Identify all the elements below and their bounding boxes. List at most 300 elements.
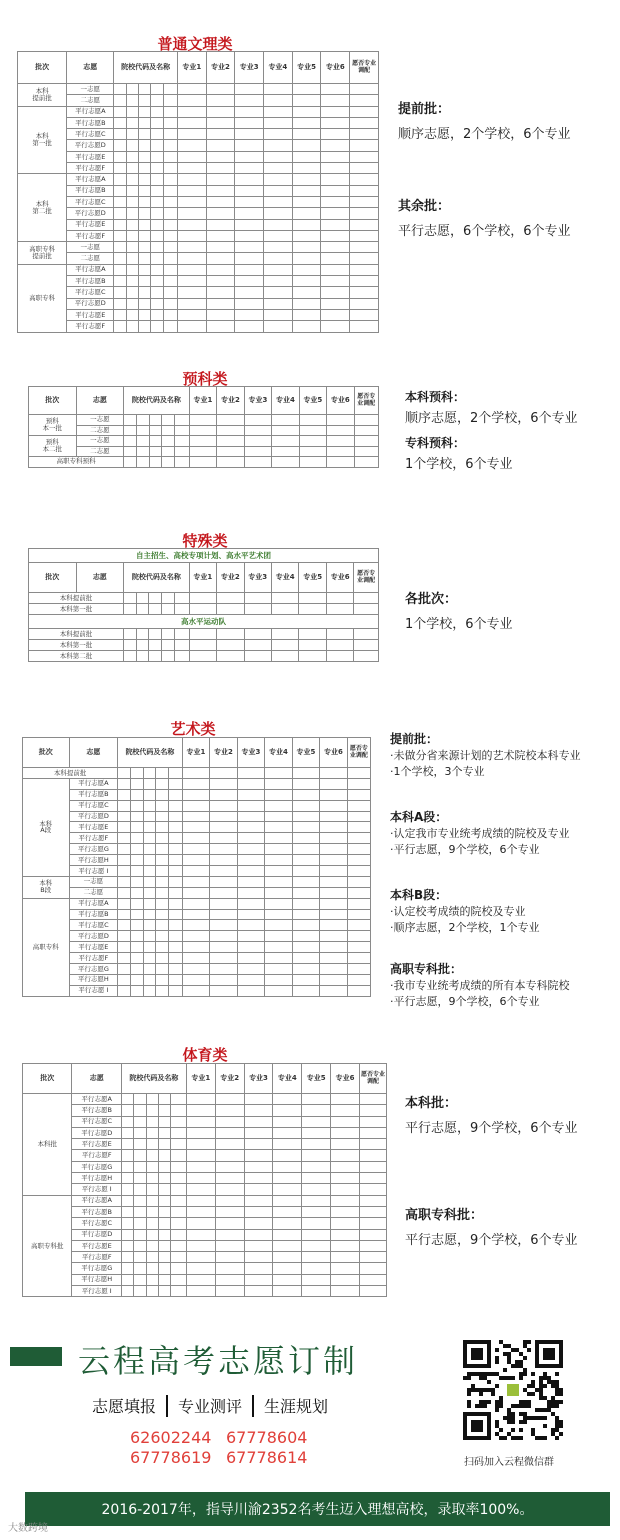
blank-cell[interactable]: [321, 95, 350, 106]
blank-cell[interactable]: [264, 298, 293, 309]
blank-cell[interactable]: [347, 833, 370, 844]
blank-cell[interactable]: [264, 106, 293, 117]
blank-cell[interactable]: [244, 604, 271, 615]
blank-cell[interactable]: [168, 942, 182, 953]
blank-cell[interactable]: [174, 629, 189, 640]
blank-cell[interactable]: [350, 276, 379, 287]
blank-cell[interactable]: [134, 1150, 146, 1161]
blank-cell[interactable]: [331, 1286, 360, 1297]
blank-cell[interactable]: [114, 140, 126, 151]
blank-cell[interactable]: [149, 446, 162, 457]
blank-cell[interactable]: [126, 287, 138, 298]
blank-cell[interactable]: [321, 219, 350, 230]
blank-cell[interactable]: [265, 800, 293, 811]
blank-cell[interactable]: [143, 985, 156, 996]
blank-cell[interactable]: [292, 920, 320, 931]
blank-cell[interactable]: [321, 129, 350, 140]
blank-cell[interactable]: [146, 1094, 158, 1105]
blank-cell[interactable]: [321, 298, 350, 309]
blank-cell[interactable]: [186, 1161, 215, 1172]
blank-cell[interactable]: [354, 415, 378, 426]
blank-cell[interactable]: [156, 778, 169, 789]
blank-cell[interactable]: [136, 629, 149, 640]
blank-cell[interactable]: [321, 309, 350, 320]
blank-cell[interactable]: [138, 196, 150, 207]
blank-cell[interactable]: [138, 185, 150, 196]
blank-cell[interactable]: [138, 287, 150, 298]
blank-cell[interactable]: [163, 253, 177, 264]
blank-cell[interactable]: [163, 208, 177, 219]
blank-cell[interactable]: [114, 264, 126, 275]
blank-cell[interactable]: [163, 264, 177, 275]
blank-cell[interactable]: [134, 1263, 146, 1274]
blank-cell[interactable]: [321, 264, 350, 275]
blank-cell[interactable]: [159, 1263, 171, 1274]
blank-cell[interactable]: [206, 264, 235, 275]
blank-cell[interactable]: [189, 651, 216, 662]
blank-cell[interactable]: [186, 1150, 215, 1161]
blank-cell[interactable]: [235, 163, 264, 174]
blank-cell[interactable]: [186, 1252, 215, 1263]
blank-cell[interactable]: [134, 1195, 146, 1206]
blank-cell[interactable]: [156, 800, 169, 811]
blank-cell[interactable]: [292, 95, 321, 106]
blank-cell[interactable]: [126, 117, 138, 128]
blank-cell[interactable]: [186, 1139, 215, 1150]
blank-cell[interactable]: [121, 1195, 133, 1206]
blank-cell[interactable]: [206, 298, 235, 309]
blank-cell[interactable]: [237, 920, 265, 931]
blank-cell[interactable]: [347, 811, 370, 822]
blank-cell[interactable]: [273, 1161, 302, 1172]
blank-cell[interactable]: [126, 219, 138, 230]
blank-cell[interactable]: [159, 1150, 171, 1161]
blank-cell[interactable]: [130, 953, 143, 964]
blank-cell[interactable]: [163, 129, 177, 140]
blank-cell[interactable]: [244, 1218, 273, 1229]
blank-cell[interactable]: [159, 1184, 171, 1195]
blank-cell[interactable]: [151, 321, 163, 332]
blank-cell[interactable]: [159, 1173, 171, 1184]
blank-cell[interactable]: [186, 1240, 215, 1251]
blank-cell[interactable]: [162, 604, 175, 615]
blank-cell[interactable]: [210, 964, 238, 975]
blank-cell[interactable]: [126, 264, 138, 275]
blank-cell[interactable]: [206, 174, 235, 185]
phone-number[interactable]: 67778604: [226, 1428, 308, 1447]
blank-cell[interactable]: [210, 898, 238, 909]
blank-cell[interactable]: [299, 604, 326, 615]
blank-cell[interactable]: [138, 84, 150, 95]
blank-cell[interactable]: [149, 436, 162, 447]
blank-cell[interactable]: [210, 942, 238, 953]
blank-cell[interactable]: [143, 898, 156, 909]
blank-cell[interactable]: [156, 920, 169, 931]
blank-cell[interactable]: [244, 1161, 273, 1172]
blank-cell[interactable]: [264, 287, 293, 298]
blank-cell[interactable]: [302, 1195, 331, 1206]
blank-cell[interactable]: [215, 1206, 244, 1217]
blank-cell[interactable]: [350, 117, 379, 128]
blank-cell[interactable]: [320, 811, 348, 822]
blank-cell[interactable]: [244, 1173, 273, 1184]
blank-cell[interactable]: [292, 185, 321, 196]
blank-cell[interactable]: [163, 84, 177, 95]
blank-cell[interactable]: [159, 1161, 171, 1172]
blank-cell[interactable]: [156, 811, 169, 822]
blank-cell[interactable]: [273, 1206, 302, 1217]
blank-cell[interactable]: [162, 651, 175, 662]
blank-cell[interactable]: [320, 920, 348, 931]
blank-cell[interactable]: [292, 789, 320, 800]
blank-cell[interactable]: [244, 1150, 273, 1161]
blank-cell[interactable]: [321, 208, 350, 219]
blank-cell[interactable]: [215, 1150, 244, 1161]
blank-cell[interactable]: [354, 457, 378, 468]
blank-cell[interactable]: [210, 887, 238, 898]
blank-cell[interactable]: [130, 898, 143, 909]
blank-cell[interactable]: [143, 822, 156, 833]
blank-cell[interactable]: [114, 151, 126, 162]
blank-cell[interactable]: [182, 985, 210, 996]
blank-cell[interactable]: [273, 1286, 302, 1297]
blank-cell[interactable]: [171, 1195, 186, 1206]
blank-cell[interactable]: [360, 1263, 387, 1274]
blank-cell[interactable]: [326, 629, 353, 640]
blank-cell[interactable]: [292, 800, 320, 811]
blank-cell[interactable]: [156, 942, 169, 953]
blank-cell[interactable]: [151, 196, 163, 207]
blank-cell[interactable]: [265, 942, 293, 953]
blank-cell[interactable]: [354, 629, 379, 640]
blank-cell[interactable]: [273, 1139, 302, 1150]
blank-cell[interactable]: [244, 457, 271, 468]
blank-cell[interactable]: [189, 457, 216, 468]
blank-cell[interactable]: [331, 1094, 360, 1105]
blank-cell[interactable]: [215, 1263, 244, 1274]
blank-cell[interactable]: [163, 106, 177, 117]
blank-cell[interactable]: [114, 208, 126, 219]
blank-cell[interactable]: [299, 457, 326, 468]
blank-cell[interactable]: [215, 1240, 244, 1251]
blank-cell[interactable]: [292, 833, 320, 844]
blank-cell[interactable]: [171, 1286, 186, 1297]
blank-cell[interactable]: [163, 196, 177, 207]
blank-cell[interactable]: [121, 1229, 133, 1240]
blank-cell[interactable]: [215, 1161, 244, 1172]
blank-cell[interactable]: [174, 457, 189, 468]
blank-cell[interactable]: [237, 876, 265, 887]
blank-cell[interactable]: [121, 1286, 133, 1297]
blank-cell[interactable]: [235, 321, 264, 332]
blank-cell[interactable]: [114, 253, 126, 264]
blank-cell[interactable]: [130, 876, 143, 887]
blank-cell[interactable]: [237, 887, 265, 898]
blank-cell[interactable]: [210, 920, 238, 931]
blank-cell[interactable]: [177, 219, 206, 230]
blank-cell[interactable]: [299, 425, 326, 436]
blank-cell[interactable]: [151, 84, 163, 95]
blank-cell[interactable]: [143, 909, 156, 920]
blank-cell[interactable]: [186, 1094, 215, 1105]
blank-cell[interactable]: [174, 436, 189, 447]
blank-cell[interactable]: [159, 1286, 171, 1297]
blank-cell[interactable]: [163, 95, 177, 106]
blank-cell[interactable]: [163, 174, 177, 185]
blank-cell[interactable]: [244, 1240, 273, 1251]
blank-cell[interactable]: [237, 866, 265, 877]
blank-cell[interactable]: [124, 651, 137, 662]
blank-cell[interactable]: [273, 1218, 302, 1229]
blank-cell[interactable]: [292, 163, 321, 174]
blank-cell[interactable]: [134, 1127, 146, 1138]
blank-cell[interactable]: [244, 1252, 273, 1263]
blank-cell[interactable]: [206, 208, 235, 219]
blank-cell[interactable]: [326, 651, 353, 662]
blank-cell[interactable]: [163, 230, 177, 241]
blank-cell[interactable]: [118, 822, 131, 833]
blank-cell[interactable]: [174, 651, 189, 662]
blank-cell[interactable]: [130, 768, 143, 779]
blank-cell[interactable]: [273, 1274, 302, 1285]
blank-cell[interactable]: [292, 219, 321, 230]
blank-cell[interactable]: [206, 230, 235, 241]
blank-cell[interactable]: [206, 95, 235, 106]
blank-cell[interactable]: [237, 985, 265, 996]
blank-cell[interactable]: [360, 1229, 387, 1240]
blank-cell[interactable]: [350, 163, 379, 174]
blank-cell[interactable]: [320, 833, 348, 844]
blank-cell[interactable]: [189, 604, 216, 615]
blank-cell[interactable]: [350, 106, 379, 117]
blank-cell[interactable]: [299, 651, 326, 662]
blank-cell[interactable]: [186, 1263, 215, 1274]
blank-cell[interactable]: [162, 415, 175, 426]
blank-cell[interactable]: [118, 844, 131, 855]
blank-cell[interactable]: [217, 436, 244, 447]
blank-cell[interactable]: [126, 196, 138, 207]
blank-cell[interactable]: [146, 1206, 158, 1217]
blank-cell[interactable]: [321, 84, 350, 95]
blank-cell[interactable]: [215, 1286, 244, 1297]
blank-cell[interactable]: [265, 920, 293, 931]
blank-cell[interactable]: [136, 457, 149, 468]
blank-cell[interactable]: [149, 457, 162, 468]
blank-cell[interactable]: [320, 822, 348, 833]
blank-cell[interactable]: [320, 985, 348, 996]
blank-cell[interactable]: [360, 1139, 387, 1150]
blank-cell[interactable]: [182, 833, 210, 844]
blank-cell[interactable]: [292, 117, 321, 128]
blank-cell[interactable]: [206, 196, 235, 207]
blank-cell[interactable]: [130, 920, 143, 931]
blank-cell[interactable]: [354, 446, 378, 457]
blank-cell[interactable]: [143, 953, 156, 964]
blank-cell[interactable]: [118, 964, 131, 975]
blank-cell[interactable]: [360, 1206, 387, 1217]
blank-cell[interactable]: [327, 425, 354, 436]
blank-cell[interactable]: [151, 106, 163, 117]
blank-cell[interactable]: [360, 1161, 387, 1172]
blank-cell[interactable]: [121, 1173, 133, 1184]
blank-cell[interactable]: [171, 1218, 186, 1229]
blank-cell[interactable]: [143, 855, 156, 866]
blank-cell[interactable]: [206, 163, 235, 174]
blank-cell[interactable]: [143, 833, 156, 844]
blank-cell[interactable]: [264, 95, 293, 106]
blank-cell[interactable]: [237, 800, 265, 811]
blank-cell[interactable]: [235, 287, 264, 298]
blank-cell[interactable]: [292, 811, 320, 822]
blank-cell[interactable]: [118, 909, 131, 920]
blank-cell[interactable]: [163, 298, 177, 309]
blank-cell[interactable]: [186, 1184, 215, 1195]
blank-cell[interactable]: [210, 800, 238, 811]
blank-cell[interactable]: [118, 985, 131, 996]
blank-cell[interactable]: [151, 140, 163, 151]
blank-cell[interactable]: [299, 446, 326, 457]
blank-cell[interactable]: [265, 931, 293, 942]
blank-cell[interactable]: [292, 909, 320, 920]
blank-cell[interactable]: [134, 1184, 146, 1195]
blank-cell[interactable]: [143, 964, 156, 975]
blank-cell[interactable]: [235, 298, 264, 309]
blank-cell[interactable]: [210, 909, 238, 920]
blank-cell[interactable]: [320, 866, 348, 877]
blank-cell[interactable]: [210, 953, 238, 964]
blank-cell[interactable]: [118, 811, 131, 822]
blank-cell[interactable]: [149, 593, 162, 604]
blank-cell[interactable]: [118, 789, 131, 800]
blank-cell[interactable]: [159, 1195, 171, 1206]
blank-cell[interactable]: [168, 844, 182, 855]
blank-cell[interactable]: [168, 964, 182, 975]
blank-cell[interactable]: [347, 974, 370, 985]
blank-cell[interactable]: [186, 1274, 215, 1285]
blank-cell[interactable]: [302, 1263, 331, 1274]
blank-cell[interactable]: [235, 230, 264, 241]
blank-cell[interactable]: [114, 163, 126, 174]
blank-cell[interactable]: [124, 415, 137, 426]
blank-cell[interactable]: [215, 1184, 244, 1195]
blank-cell[interactable]: [264, 117, 293, 128]
blank-cell[interactable]: [186, 1229, 215, 1240]
blank-cell[interactable]: [168, 953, 182, 964]
blank-cell[interactable]: [210, 974, 238, 985]
blank-cell[interactable]: [292, 931, 320, 942]
blank-cell[interactable]: [237, 909, 265, 920]
blank-cell[interactable]: [182, 789, 210, 800]
blank-cell[interactable]: [347, 953, 370, 964]
blank-cell[interactable]: [156, 909, 169, 920]
blank-cell[interactable]: [182, 855, 210, 866]
blank-cell[interactable]: [130, 985, 143, 996]
blank-cell[interactable]: [265, 833, 293, 844]
blank-cell[interactable]: [182, 822, 210, 833]
blank-cell[interactable]: [354, 604, 379, 615]
blank-cell[interactable]: [235, 140, 264, 151]
blank-cell[interactable]: [138, 174, 150, 185]
blank-cell[interactable]: [354, 425, 378, 436]
blank-cell[interactable]: [347, 942, 370, 953]
blank-cell[interactable]: [130, 811, 143, 822]
blank-cell[interactable]: [186, 1218, 215, 1229]
blank-cell[interactable]: [134, 1252, 146, 1263]
blank-cell[interactable]: [244, 1286, 273, 1297]
blank-cell[interactable]: [186, 1105, 215, 1116]
blank-cell[interactable]: [206, 309, 235, 320]
blank-cell[interactable]: [292, 898, 320, 909]
blank-cell[interactable]: [156, 789, 169, 800]
blank-cell[interactable]: [292, 230, 321, 241]
blank-cell[interactable]: [320, 974, 348, 985]
blank-cell[interactable]: [265, 822, 293, 833]
blank-cell[interactable]: [265, 866, 293, 877]
blank-cell[interactable]: [265, 876, 293, 887]
blank-cell[interactable]: [273, 1116, 302, 1127]
blank-cell[interactable]: [244, 415, 271, 426]
blank-cell[interactable]: [151, 117, 163, 128]
blank-cell[interactable]: [121, 1274, 133, 1285]
blank-cell[interactable]: [347, 920, 370, 931]
blank-cell[interactable]: [146, 1229, 158, 1240]
qr-code-icon[interactable]: [463, 1340, 563, 1440]
blank-cell[interactable]: [206, 140, 235, 151]
blank-cell[interactable]: [126, 106, 138, 117]
blank-cell[interactable]: [302, 1150, 331, 1161]
blank-cell[interactable]: [321, 151, 350, 162]
blank-cell[interactable]: [114, 309, 126, 320]
blank-cell[interactable]: [347, 866, 370, 877]
blank-cell[interactable]: [326, 640, 353, 651]
blank-cell[interactable]: [264, 276, 293, 287]
blank-cell[interactable]: [347, 964, 370, 975]
blank-cell[interactable]: [354, 640, 379, 651]
blank-cell[interactable]: [302, 1173, 331, 1184]
blank-cell[interactable]: [360, 1116, 387, 1127]
blank-cell[interactable]: [163, 287, 177, 298]
blank-cell[interactable]: [114, 129, 126, 140]
blank-cell[interactable]: [189, 629, 216, 640]
blank-cell[interactable]: [114, 185, 126, 196]
blank-cell[interactable]: [118, 887, 131, 898]
blank-cell[interactable]: [121, 1218, 133, 1229]
blank-cell[interactable]: [177, 242, 206, 253]
blank-cell[interactable]: [210, 855, 238, 866]
blank-cell[interactable]: [174, 446, 189, 457]
blank-cell[interactable]: [210, 822, 238, 833]
blank-cell[interactable]: [138, 298, 150, 309]
blank-cell[interactable]: [217, 415, 244, 426]
blank-cell[interactable]: [168, 800, 182, 811]
blank-cell[interactable]: [186, 1195, 215, 1206]
blank-cell[interactable]: [126, 174, 138, 185]
blank-cell[interactable]: [114, 287, 126, 298]
blank-cell[interactable]: [360, 1150, 387, 1161]
blank-cell[interactable]: [130, 909, 143, 920]
blank-cell[interactable]: [143, 876, 156, 887]
blank-cell[interactable]: [143, 778, 156, 789]
blank-cell[interactable]: [177, 95, 206, 106]
blank-cell[interactable]: [347, 898, 370, 909]
blank-cell[interactable]: [149, 629, 162, 640]
blank-cell[interactable]: [118, 800, 131, 811]
blank-cell[interactable]: [271, 604, 298, 615]
blank-cell[interactable]: [177, 196, 206, 207]
blank-cell[interactable]: [168, 855, 182, 866]
blank-cell[interactable]: [264, 174, 293, 185]
blank-cell[interactable]: [244, 1229, 273, 1240]
